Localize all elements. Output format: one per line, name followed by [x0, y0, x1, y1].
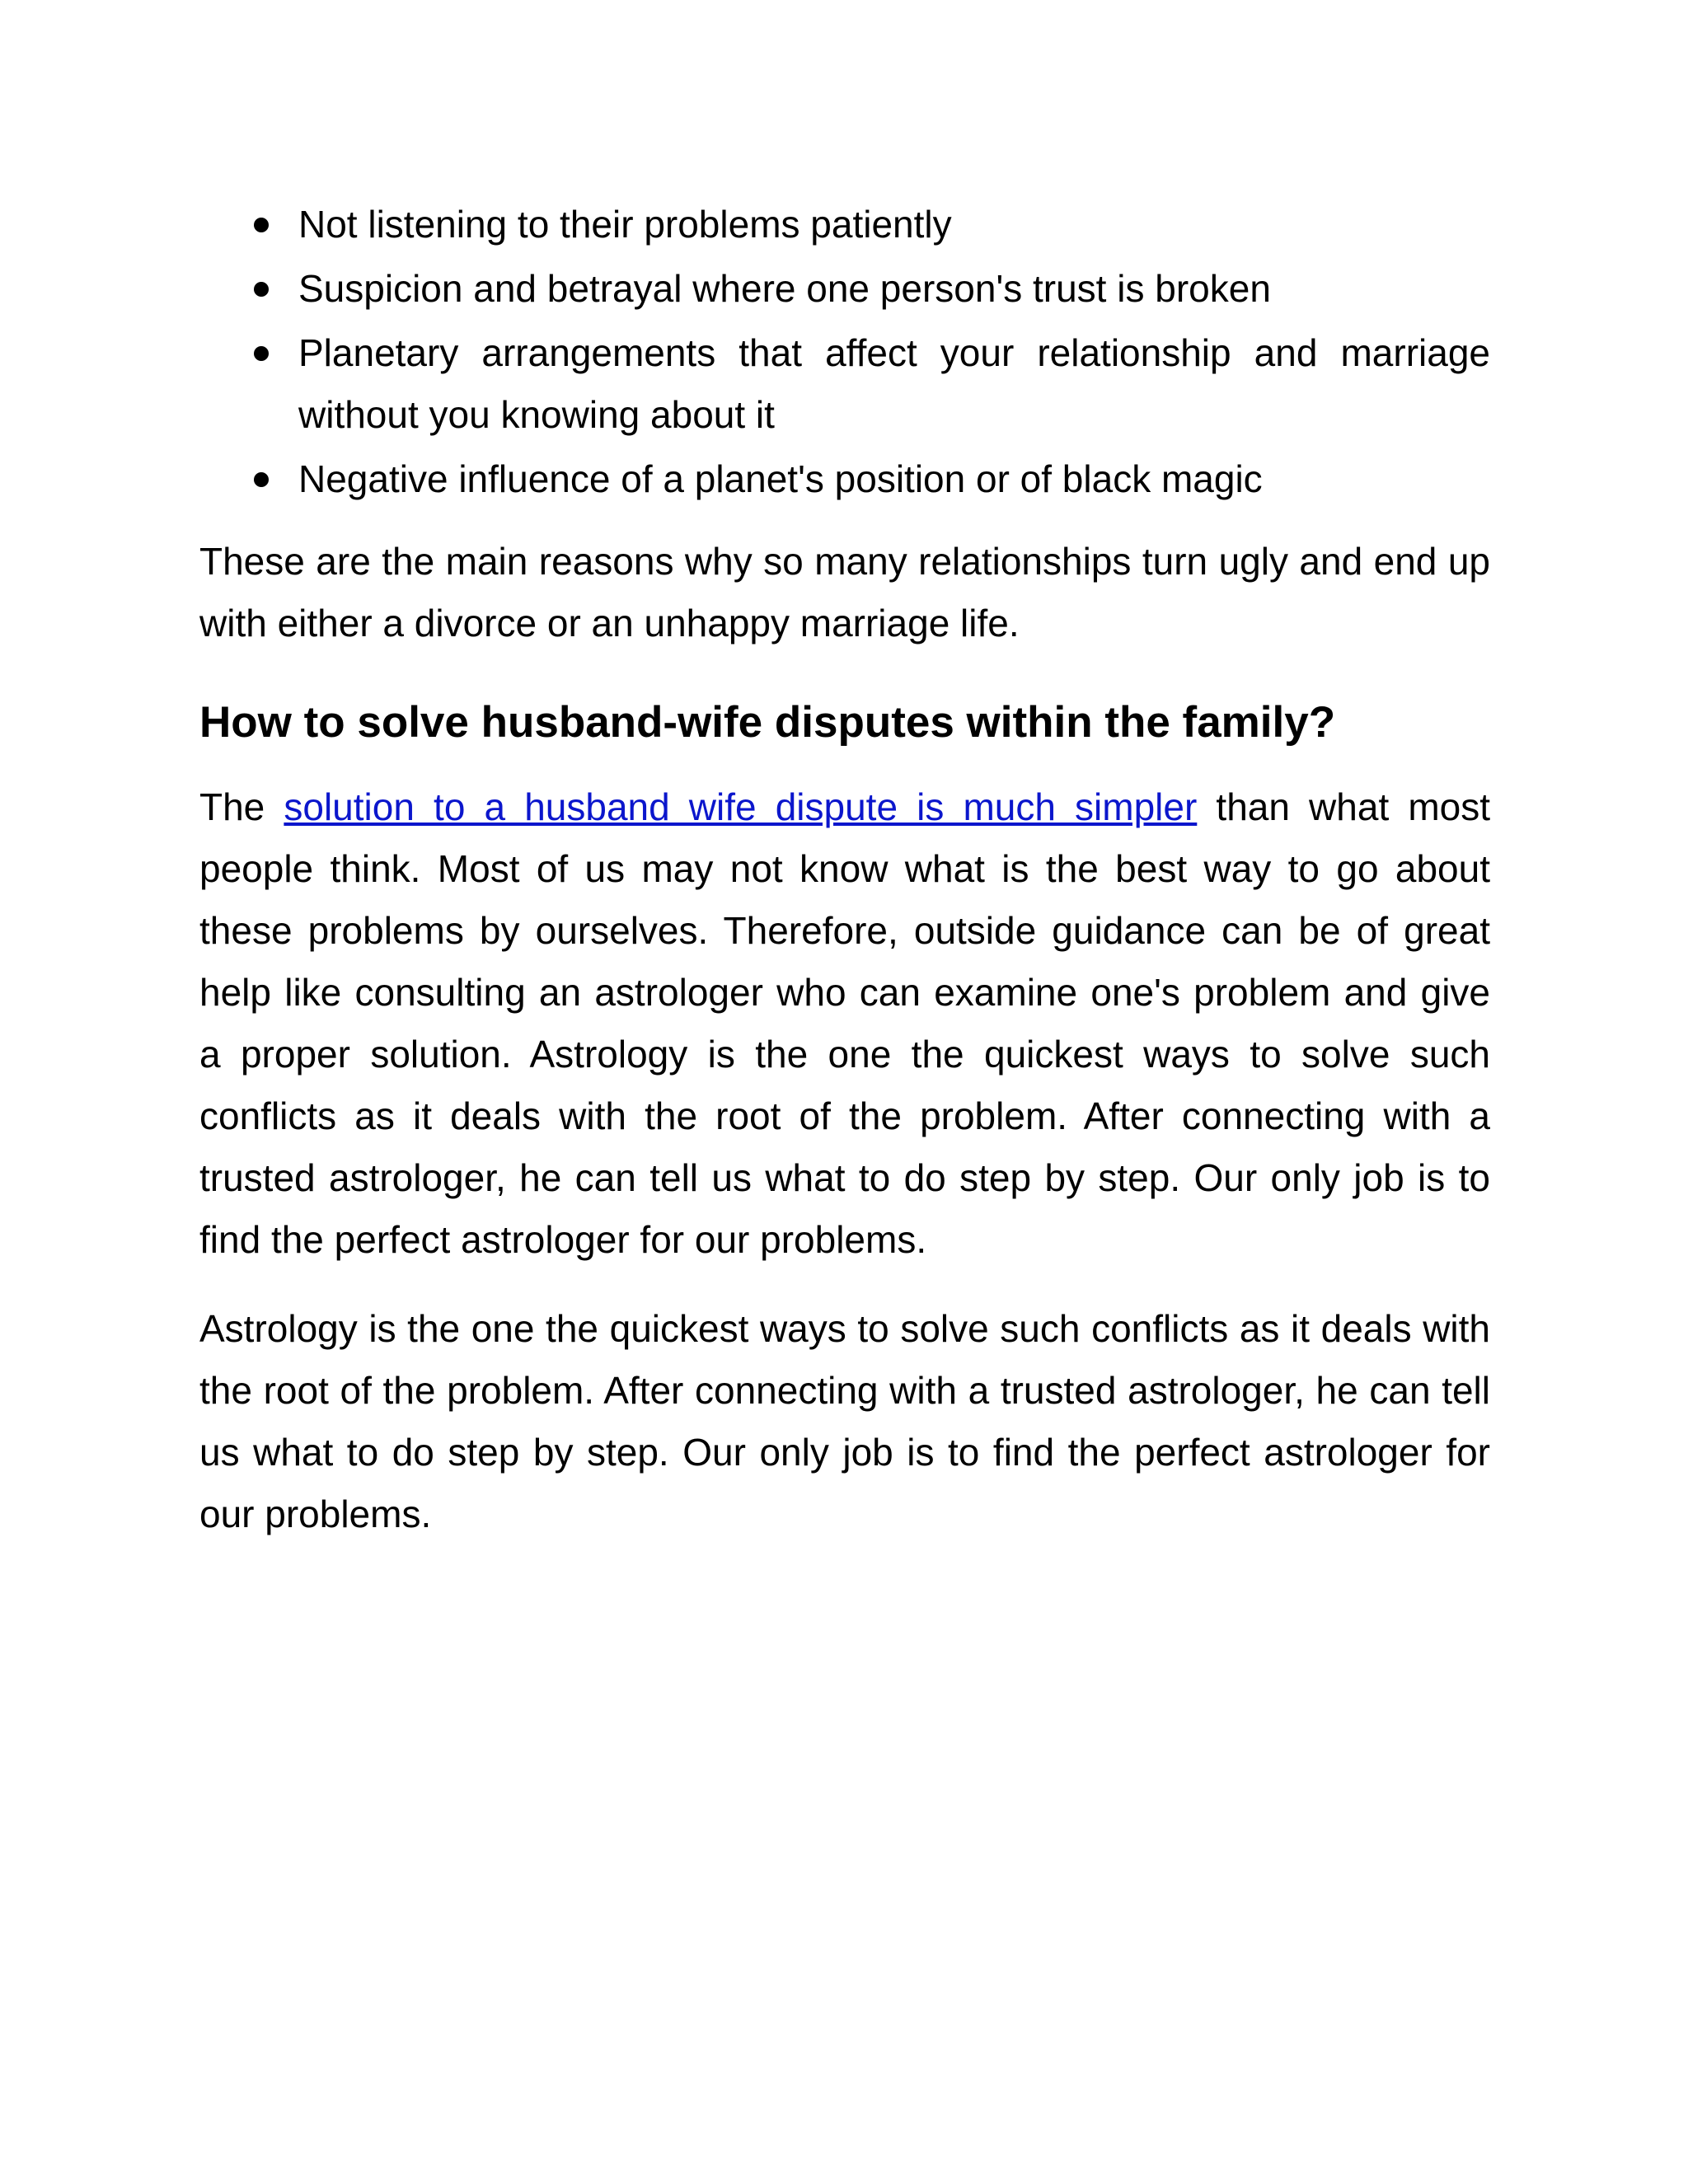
- bullet-item: [199, 322, 1490, 446]
- bullet-icon: [254, 282, 269, 297]
- paragraph-main-reasons: These are the main reasons why so many relationships turn ugly and end up with either a divorce or an unhappy marriage life.: [199, 540, 1490, 644]
- bullet-item: [199, 194, 1490, 255]
- bullet-item: [199, 258, 1490, 320]
- bullet-icon: [254, 346, 269, 361]
- paragraph-solution-lead: The: [199, 785, 284, 828]
- bullet-icon: [254, 218, 269, 232]
- bullet-icon: [254, 472, 269, 487]
- bullet-text: Suspicion and betrayal where one person's trust is broken: [298, 267, 1271, 310]
- paragraph-astrology: Astrology is the one the quickest ways to solve such conflicts as it deals with the root of the problem. After connecting with a trusted astrologer, he can tell us what to do step by step. Our only job is to find the perfect astrologer for our problems.: [199, 1307, 1490, 1535]
- section-heading: How to solve husband-wife disputes within the family?: [199, 698, 1336, 747]
- bullet-text: Not listening to their problems patiently: [298, 203, 952, 246]
- bullet-item: [199, 448, 1490, 510]
- paragraph-solution: [199, 776, 1490, 1271]
- reasons-bullet-list: [199, 194, 1490, 510]
- bullet-text: Negative influence of a planet's position or of black magic: [298, 457, 1263, 500]
- paragraph-solution-body: than what most people think. Most of us may not know what is the best way to go about these problems by ourselves. Therefore, outside guidance can be of great help like consulting an astrologer who can examine one's problem and give a proper solution. Astrology is the one the quickest ways to solve such conflicts as it deals with the root of the problem. After connecting with a trusted astrologer, he can tell us what to do step by step. Our only job is to find the perfect astrologer for our problems.: [199, 785, 1491, 1261]
- document-body: [199, 194, 1490, 1545]
- bullet-text: Planetary arrangements that affect your relationship and marriage without you knowing about it: [298, 331, 1490, 436]
- solution-link[interactable]: solution to a husband wife dispute is much simpler: [284, 785, 1198, 828]
